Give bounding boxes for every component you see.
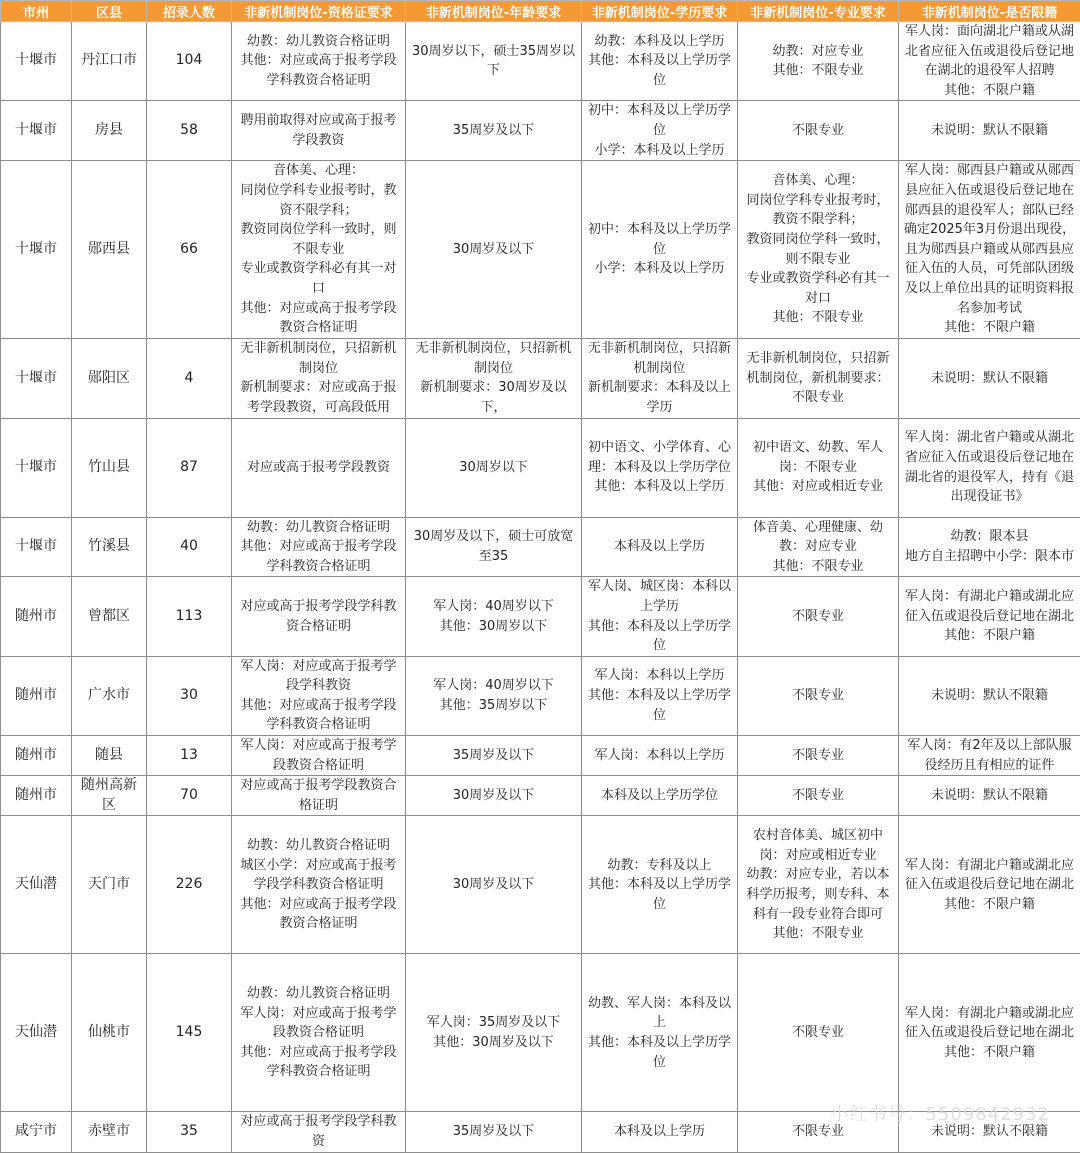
header-count: 招录人数 [147, 1, 232, 22]
age-cell [406, 816, 582, 954]
cert-cell-line: 军人岗：对应或高于报考学段教资合格证明 [236, 736, 401, 775]
residence-cell-line: 未说明：默认不限籍 [903, 1122, 1076, 1142]
header-district: 区县 [72, 1, 147, 22]
header-edu: 非新机制岗位-学历要求 [582, 1, 738, 22]
edu-cell-line: 其他：本科及以上学历学位 [586, 51, 733, 90]
major-cell-line: 不限专业 [742, 786, 894, 806]
edu-cell-line: 小学：本科及以上学历 [586, 141, 733, 161]
age-cell-line: 其他：35周岁以下 [410, 696, 577, 716]
major-cell-line: 不限专业 [742, 746, 894, 766]
count-cell: 66 [147, 161, 232, 339]
cert-cell [232, 517, 406, 577]
cert-cell-line: 对应或高于报考学段教资 [236, 458, 401, 478]
district-cell: 仙桃市 [72, 954, 147, 1112]
major-cell-line: 不限专业 [742, 1122, 894, 1142]
major-cell-line: 幼教：对应专业 [742, 42, 894, 62]
residence-cell [899, 101, 1080, 161]
residence-cell-line: 军人岗：有湖北户籍或湖北应征入伍或退役后登记地在湖北 [903, 587, 1076, 626]
edu-cell [582, 1112, 738, 1152]
count-cell: 40 [147, 517, 232, 577]
age-cell-line: 其他：30周岁及以下 [410, 1033, 577, 1053]
residence-cell [899, 816, 1080, 954]
watermark: 小红书号：5509842932 [830, 1100, 1050, 1126]
header-residence: 非新机制岗位-是否限籍 [899, 1, 1080, 22]
residence-cell [899, 418, 1080, 517]
cert-cell-line: 教资同岗位学科一致时，则不限专业 [236, 220, 401, 259]
age-cell [406, 418, 582, 517]
cert-cell-line: 其他：对应或高于报考学段教资合格证明 [236, 299, 401, 338]
cert-cell [232, 101, 406, 161]
edu-cell-line: 初中：本科及以上学历学位 [586, 101, 733, 140]
district-cell: 广水市 [72, 656, 147, 735]
residence-cell-line: 军人岗：郧西县户籍或从郧西县应征入伍或退役后登记地在郧西县的退役军人；部队已经确定2025年3月份退出现役，且为郧西县户籍或从郧西县应征入伍的人员，可凭部队团级及以上单位出具的证明资料报名参加考试 [903, 161, 1076, 318]
edu-cell [582, 418, 738, 517]
cert-cell-line: 其他：对应或高于报考学段学科教资合格证明 [236, 51, 401, 90]
major-cell-line: 不限专业 [742, 686, 894, 706]
residence-cell-line: 未说明：默认不限籍 [903, 369, 1076, 389]
edu-cell-line: 军人岗、城区岗：本科以上学历 [586, 577, 733, 616]
cert-cell-line: 音体美、心理： [236, 161, 401, 181]
count-cell: 87 [147, 418, 232, 517]
residence-cell [899, 736, 1080, 776]
residence-cell-line: 未说明：默认不限籍 [903, 786, 1076, 806]
cert-cell-line: 无非新机制岗位，只招新机制岗位 [236, 339, 401, 378]
edu-cell-line: 其他：本科及以上学历学位 [586, 686, 733, 725]
edu-cell-line: 小学：本科及以上学历 [586, 259, 733, 279]
age-cell [406, 1112, 582, 1152]
residence-cell-line: 幼教：限本县 [903, 527, 1076, 547]
count-cell: 113 [147, 577, 232, 656]
cert-cell-line: 幼教：幼儿教资合格证明 [236, 32, 401, 52]
age-cell [406, 339, 582, 418]
major-cell-line: 专业或教资学科必有其一对口 [742, 269, 894, 308]
table-row [1, 776, 1080, 816]
edu-cell [582, 577, 738, 656]
cert-cell-line: 军人岗：对应或高于报考学段教资合格证明 [236, 1004, 401, 1043]
edu-cell-line: 本科及以上学历 [586, 537, 733, 557]
cert-cell-line: 同岗位学科专业报考时，教资不限学科； [236, 181, 401, 220]
cert-cell [232, 577, 406, 656]
residence-cell-line: 未说明：默认不限籍 [903, 686, 1076, 706]
count-cell: 58 [147, 101, 232, 161]
residence-cell-line: 军人岗：有湖北户籍或湖北应征入伍或退役后登记地在湖北 [903, 856, 1076, 895]
city-cell: 十堰市 [1, 161, 72, 339]
cert-cell-line: 幼教：幼儿教资合格证明 [236, 836, 401, 856]
cert-cell-line: 对应或高于报考学段学科教资合格证明 [236, 597, 401, 636]
residence-cell [899, 954, 1080, 1112]
age-cell [406, 101, 582, 161]
cert-cell [232, 1112, 406, 1152]
city-cell: 随州市 [1, 656, 72, 735]
edu-cell-line: 其他：本科及以上学历学位 [586, 875, 733, 914]
age-cell-line: 其他：30周岁以下 [410, 617, 577, 637]
cert-cell [232, 22, 406, 101]
table-row [1, 101, 1080, 161]
table-row [1, 418, 1080, 517]
major-cell [738, 1112, 899, 1152]
edu-cell-line: 其他：本科及以上学历学位 [586, 1033, 733, 1072]
table-row [1, 954, 1080, 1112]
residence-cell-line: 其他：不限户籍 [903, 626, 1076, 646]
header-row [1, 1, 1080, 22]
city-cell: 天仙潜 [1, 816, 72, 954]
district-cell: 房县 [72, 101, 147, 161]
cert-cell-line: 其他：对应或高于报考学段学科教资合格证明 [236, 696, 401, 735]
count-cell: 35 [147, 1112, 232, 1152]
cert-cell [232, 339, 406, 418]
edu-cell-line: 其他：本科及以上学历 [586, 477, 733, 497]
cert-cell-line: 其他：对应或高于报考学段教资合格证明 [236, 895, 401, 934]
edu-cell [582, 339, 738, 418]
age-cell-line: 30周岁以下 [410, 458, 577, 478]
cert-cell [232, 954, 406, 1112]
age-cell-line: 30周岁及以下，硕士可放宽至35 [410, 527, 577, 566]
table-row [1, 816, 1080, 954]
age-cell [406, 161, 582, 339]
age-cell-line: 35周岁及以下 [410, 121, 577, 141]
major-cell-line: 同岗位学科专业报考时，教资不限学科； [742, 191, 894, 230]
header-city: 市州 [1, 1, 72, 22]
district-cell: 随县 [72, 736, 147, 776]
count-cell: 145 [147, 954, 232, 1112]
edu-cell [582, 22, 738, 101]
city-cell: 十堰市 [1, 418, 72, 517]
major-cell-line: 体音美、心理健康、幼教：对应专业 [742, 518, 894, 557]
cert-cell-line: 对应或高于报考学段学科教资 [236, 1112, 401, 1151]
major-cell [738, 22, 899, 101]
residence-cell-line: 其他：不限户籍 [903, 81, 1076, 101]
major-cell [738, 776, 899, 816]
table-row [1, 517, 1080, 577]
edu-cell-line: 军人岗：本科以上学历 [586, 746, 733, 766]
major-cell-line: 其他：不限专业 [742, 924, 894, 944]
major-cell [738, 517, 899, 577]
cert-cell-line: 其他：对应或高于报考学段学科教资合格证明 [236, 537, 401, 576]
cert-cell-line: 专业或教资学科必有其一对口 [236, 259, 401, 298]
age-cell [406, 736, 582, 776]
age-cell [406, 577, 582, 656]
age-cell-line: 30周岁以下，硕士35周岁以下 [410, 42, 577, 81]
city-cell: 十堰市 [1, 101, 72, 161]
residence-cell [899, 339, 1080, 418]
edu-cell [582, 101, 738, 161]
residence-cell-line: 其他：不限户籍 [903, 318, 1076, 338]
residence-cell-line: 未说明：默认不限籍 [903, 121, 1076, 141]
residence-cell-line: 军人岗：面向湖北户籍或从湖北省应征入伍或退役后登记地在湖北的退役军人招聘 [903, 22, 1076, 81]
cert-cell-line: 新机制要求：对应或高于报考学段教资，可高段低用 [236, 378, 401, 417]
major-cell-line: 不限专业 [742, 607, 894, 627]
district-cell: 郧阳区 [72, 339, 147, 418]
major-cell [738, 577, 899, 656]
residence-cell [899, 656, 1080, 735]
edu-cell-line: 无非新机制岗位，只招新机制岗位 [586, 339, 733, 378]
cert-cell [232, 816, 406, 954]
count-cell: 4 [147, 339, 232, 418]
cert-cell [232, 161, 406, 339]
major-cell-line: 音体美、心理： [742, 171, 894, 191]
residence-cell [899, 517, 1080, 577]
residence-cell-line: 军人岗：有2年及以上部队服役经历且有相应的证件 [903, 736, 1076, 775]
residence-cell-line: 军人岗：有湖北户籍或湖北应征入伍或退役后登记地在湖北 [903, 1004, 1076, 1043]
edu-cell-line: 初中语文、小学体育、心理：本科及以上学历学位 [586, 438, 733, 477]
age-cell [406, 517, 582, 577]
count-cell: 70 [147, 776, 232, 816]
residence-cell [899, 577, 1080, 656]
edu-cell-line: 幼教、军人岗：本科及以上 [586, 994, 733, 1033]
city-cell: 随州市 [1, 776, 72, 816]
cert-cell-line: 军人岗：对应或高于报考学段学科教资 [236, 657, 401, 696]
major-cell-line: 其他：不限专业 [742, 557, 894, 577]
cert-cell-line: 城区小学：对应或高于报考学段学科教资合格证明 [236, 856, 401, 895]
district-cell: 竹溪县 [72, 517, 147, 577]
major-cell [738, 339, 899, 418]
cert-cell [232, 418, 406, 517]
major-cell [738, 418, 899, 517]
edu-cell-line: 幼教：本科及以上学历 [586, 32, 733, 52]
age-cell-line: 军人岗：40周岁以下 [410, 676, 577, 696]
district-cell: 随州高新区 [72, 776, 147, 816]
edu-cell-line: 初中：本科及以上学历学位 [586, 220, 733, 259]
edu-cell [582, 161, 738, 339]
major-cell [738, 656, 899, 735]
age-cell-line: 军人岗：35周岁及以下 [410, 1013, 577, 1033]
major-cell-line: 幼教：对应专业，若以本科学历报考，则专科、本科有一段专业符合即可 [742, 865, 894, 924]
residence-cell-line: 地方自主招聘中小学：限本市 [903, 547, 1076, 567]
age-cell-line: 无非新机制岗位，只招新机制岗位 [410, 339, 577, 378]
city-cell: 随州市 [1, 736, 72, 776]
age-cell-line: 30周岁及以下 [410, 240, 577, 260]
age-cell-line: 军人岗：40周岁以下 [410, 597, 577, 617]
age-cell-line: 30周岁及以下 [410, 786, 577, 806]
edu-cell [582, 656, 738, 735]
major-cell-line: 其他：对应或相近专业 [742, 477, 894, 497]
table-body [1, 22, 1080, 1153]
edu-cell-line: 本科及以上学历 [586, 1122, 733, 1142]
age-cell-line: 35周岁及以下 [410, 746, 577, 766]
age-cell [406, 776, 582, 816]
cert-cell-line: 对应或高于报考学段教资合格证明 [236, 776, 401, 815]
city-cell: 十堰市 [1, 517, 72, 577]
major-cell [738, 101, 899, 161]
age-cell-line: 35周岁及以下 [410, 1122, 577, 1142]
edu-cell-line: 其他：本科及以上学历学位 [586, 617, 733, 656]
major-cell-line: 不限专业 [742, 121, 894, 141]
major-cell-line: 其他：不限专业 [742, 308, 894, 328]
major-cell-line: 其他：不限专业 [742, 61, 894, 81]
edu-cell-line: 军人岗：本科以上学历 [586, 666, 733, 686]
district-cell: 赤壁市 [72, 1112, 147, 1152]
edu-cell [582, 954, 738, 1112]
residence-cell-line: 其他：不限户籍 [903, 1043, 1076, 1063]
table-row [1, 656, 1080, 735]
edu-cell-line: 新机制要求：本科及以上学历 [586, 378, 733, 417]
edu-cell-line: 幼教：专科及以上 [586, 856, 733, 876]
count-cell: 30 [147, 656, 232, 735]
district-cell: 郧西县 [72, 161, 147, 339]
major-cell-line: 农村音体美、城区初中岗：对应或相近专业 [742, 826, 894, 865]
edu-cell-line: 本科及以上学历学位 [586, 786, 733, 806]
count-cell: 226 [147, 816, 232, 954]
header-age: 非新机制岗位-年龄要求 [406, 1, 582, 22]
city-cell: 天仙潜 [1, 954, 72, 1112]
cert-cell-line: 聘用前取得对应或高于报考学段教资 [236, 111, 401, 150]
edu-cell [582, 736, 738, 776]
city-cell: 咸宁市 [1, 1112, 72, 1152]
header-cert: 非新机制岗位-资格证要求 [232, 1, 406, 22]
table-row [1, 736, 1080, 776]
residence-cell [899, 776, 1080, 816]
major-cell-line: 无非新机制岗位，只招新机制岗位，新机制要求：不限专业 [742, 349, 894, 408]
cert-cell [232, 776, 406, 816]
major-cell-line: 教资同岗位学科一致时，则不限专业 [742, 230, 894, 269]
residence-cell-line: 其他：不限户籍 [903, 895, 1076, 915]
edu-cell [582, 517, 738, 577]
major-cell-line: 初中语文、幼教、军人岗：不限专业 [742, 438, 894, 477]
residence-cell-line: 军人岗：湖北省户籍或从湖北省应征入伍或退役后登记地在湖北省的退役军人，持有《退出现役证书》 [903, 428, 1076, 506]
table-row [1, 161, 1080, 339]
count-cell: 13 [147, 736, 232, 776]
count-cell: 104 [147, 22, 232, 101]
edu-cell [582, 776, 738, 816]
edu-cell [582, 816, 738, 954]
cert-cell [232, 736, 406, 776]
age-cell [406, 656, 582, 735]
age-cell-line: 新机制要求：30周岁及以下， [410, 378, 577, 417]
district-cell: 曾都区 [72, 577, 147, 656]
table-row [1, 22, 1080, 101]
cert-cell [232, 656, 406, 735]
age-cell [406, 954, 582, 1112]
table-row [1, 1112, 1080, 1152]
cert-cell-line: 幼教：幼儿教资合格证明 [236, 518, 401, 538]
major-cell [738, 161, 899, 339]
age-cell-line: 30周岁及以下 [410, 875, 577, 895]
district-cell: 竹山县 [72, 418, 147, 517]
residence-cell [899, 161, 1080, 339]
residence-cell [899, 1112, 1080, 1152]
table-row [1, 577, 1080, 656]
major-cell [738, 736, 899, 776]
city-cell: 十堰市 [1, 22, 72, 101]
header-major: 非新机制岗位-专业要求 [738, 1, 899, 22]
district-cell: 丹江口市 [72, 22, 147, 101]
residence-cell [899, 22, 1080, 101]
cert-cell-line: 其他：对应或高于报考学段学科教资合格证明 [236, 1043, 401, 1082]
major-cell [738, 816, 899, 954]
major-cell [738, 954, 899, 1112]
major-cell-line: 不限专业 [742, 1023, 894, 1043]
table-row [1, 339, 1080, 418]
cert-cell-line: 幼教：幼儿教资合格证明 [236, 984, 401, 1004]
age-cell [406, 22, 582, 101]
district-cell: 天门市 [72, 816, 147, 954]
city-cell: 十堰市 [1, 339, 72, 418]
city-cell: 随州市 [1, 577, 72, 656]
